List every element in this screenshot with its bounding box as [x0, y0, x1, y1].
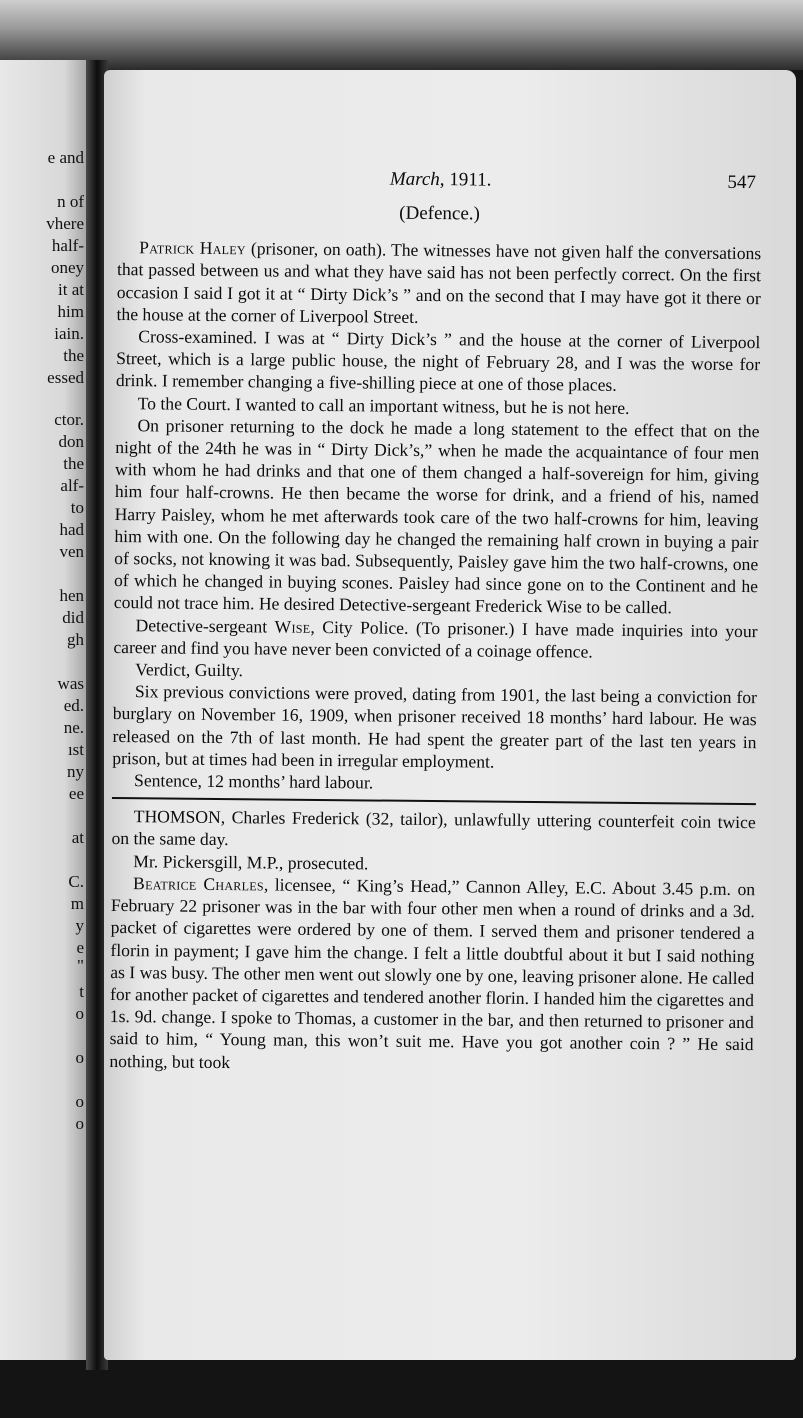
facing-page-fragment: e and	[47, 148, 84, 167]
book-page	[104, 70, 796, 1360]
facing-page-fragment: to	[70, 498, 84, 517]
facing-page-fragment: "	[77, 956, 84, 975]
facing-page-fragment: ny	[67, 762, 84, 781]
facing-page-fragment: it at	[58, 280, 84, 299]
paragraph-cross-examined: Cross-examined. I was at “ Dirty Dick’s ” and the house at the corner of Liverpool Street, which is a large public house, the night of February 28, and I was the worse for drink. I remember changing a five-shilling piece at one of those places.	[115, 326, 761, 396]
facing-page-fragment: o	[75, 1048, 84, 1067]
paragraph-text: , licensee, “ King’s Head,” Cannon Alley, E.C. About 3.45 p.m. on February 22 prisoner was in the bar with four other men when a round of drinks and a 3d. packet of cigarettes were ordered by one of them. I served them and prisoner tendered a florin in payment; I gave him the change. I felt a little doubtful about it but I said nothing as I was busy. The other men went out slowly one by one, leaving prisoner alone. He called for another packet of cigarettes and tendered another florin. I handed him the cigarettes and 1s. 9d. change. I spoke to Thomas, a customer in the bar, and then returned to prisoner and said to him, “ Young man, this won’t suit me. Have you got another coin ? ” He said nothing, but took	[109, 874, 756, 1072]
facing-page-fragment: half-	[51, 236, 84, 255]
facing-page-fragment: did	[62, 608, 84, 627]
paragraph-prefix: Detective-sergeant	[135, 614, 275, 637]
facing-page-fragment: y	[75, 916, 84, 935]
facing-page-fragment: ne.	[63, 718, 84, 737]
running-head	[128, 166, 762, 198]
facing-page-fragment: the	[63, 346, 84, 365]
facing-page-fragment: ven	[59, 542, 84, 561]
paragraph-haley-testimony	[116, 236, 761, 331]
facing-page-fragment: ed.	[63, 696, 84, 715]
facing-page-fragment: m	[70, 894, 84, 913]
case-divider	[112, 797, 756, 805]
paragraph-verdict: Verdict, Guilty.	[135, 659, 244, 681]
facing-page-fragment: oney	[50, 258, 84, 277]
speaker-name: Patrick Haley	[139, 237, 247, 259]
facing-page-fragment: ee	[68, 784, 84, 803]
running-title	[390, 169, 492, 192]
facing-page-fragment: him	[57, 302, 84, 321]
paragraph-prisoner-statement: On prisoner returning to the dock he made a long statement to the effect that on the night of the 24th he was in “ Dirty Dick’s,” when he made the acquaintance of four men with whom he had drinks and that one of them changed a half-sovereign for him, giving him four half-crowns. He then became the worse for drink, and a friend of his, named Harry Paisley, whom he met afterwards took care of the two half-crowns for him, leaving him with one. On the following day he changed the remaining half crown in buying a pair of socks, not knowing it was bad. Subsequently, Paisley gave him the two half-crowns, one of which he changed in buying scones. Paisley had since gone on to the Continent and he could not trace him. He desired Detective-sergeant Frederick Wise to be called.	[113, 415, 760, 618]
speaker-name: Beatrice Charles	[133, 873, 265, 895]
facing-page-fragment: ctor.	[54, 410, 84, 429]
facing-page-fragment: o	[75, 1004, 84, 1023]
paragraph-sentence: Sentence, 12 months’ hard labour.	[134, 770, 374, 793]
header-year: , 1911.	[439, 169, 492, 191]
paragraph-previous-convictions: Six previous convictions were proved, dating from 1901, the last being a conviction for burglary on November 16, 1909, when prisoner received 18 months’ hard labour. He was released on the 7th of last month. He had spent the greater part of the last ten years in prison, but at times had been in irregular employment.	[112, 681, 758, 772]
facing-page-edge	[0, 60, 92, 1360]
page-text-block	[109, 166, 762, 1078]
scan-background-top	[0, 0, 803, 70]
facing-page-fragment: don	[58, 432, 84, 451]
facing-page-fragment: alf-	[60, 476, 84, 495]
header-month: March	[389, 168, 440, 191]
facing-page-fragment: n of	[57, 192, 84, 211]
case-title: THOMSON, Charles Frederick (32, tailor), unlawfully uttering counterfeit coin twice on the same day.	[111, 806, 756, 850]
facing-page-fragment: iain.	[54, 324, 84, 343]
facing-page-fragment: had	[59, 520, 84, 539]
facing-page-fragment: o	[75, 1114, 84, 1133]
facing-page-fragment: t	[79, 982, 84, 1001]
paragraph-text: , City Police. (To prisoner.) I have made inquiries into your career and find you have never been convicted of a coinage offence.	[113, 616, 758, 662]
facing-page-fragment: was	[57, 674, 84, 693]
page-number: 547	[727, 171, 756, 194]
section-heading: (Defence.)	[399, 202, 481, 225]
facing-page-fragment: ıst	[67, 740, 84, 759]
paragraph-text: (prisoner, on oath). The witnesses have not given half the conversations that passed between us and what they have said has not been perfectly correct. On the first occasion I said I got it at “ Dirty Dick’s ” and on the second that I may have got it there or the house at the corner of Liverpool Street.	[116, 238, 762, 327]
facing-page-fragment: hen	[59, 586, 84, 605]
facing-page-fragment: at	[71, 828, 84, 847]
paragraph-wise-testimony	[113, 614, 757, 665]
facing-page-fragment: essed	[47, 368, 84, 387]
facing-page-fragment: vhere	[46, 214, 84, 233]
facing-page-fragment: gh	[67, 630, 84, 649]
paragraph-to-the-court: To the Court. I wanted to call an important witness, but he is not here.	[137, 392, 630, 418]
facing-page-fragment: the	[63, 454, 84, 473]
facing-page-fragment: e	[76, 938, 84, 957]
facing-page-fragment: o	[75, 1092, 84, 1111]
facing-page-fragment: C.	[68, 872, 84, 891]
speaker-name: Wise	[274, 616, 311, 637]
paragraph-charles-testimony	[109, 872, 755, 1078]
paragraph-prosecutor: Mr. Pickersgill, M.P., prosecuted.	[133, 850, 369, 874]
